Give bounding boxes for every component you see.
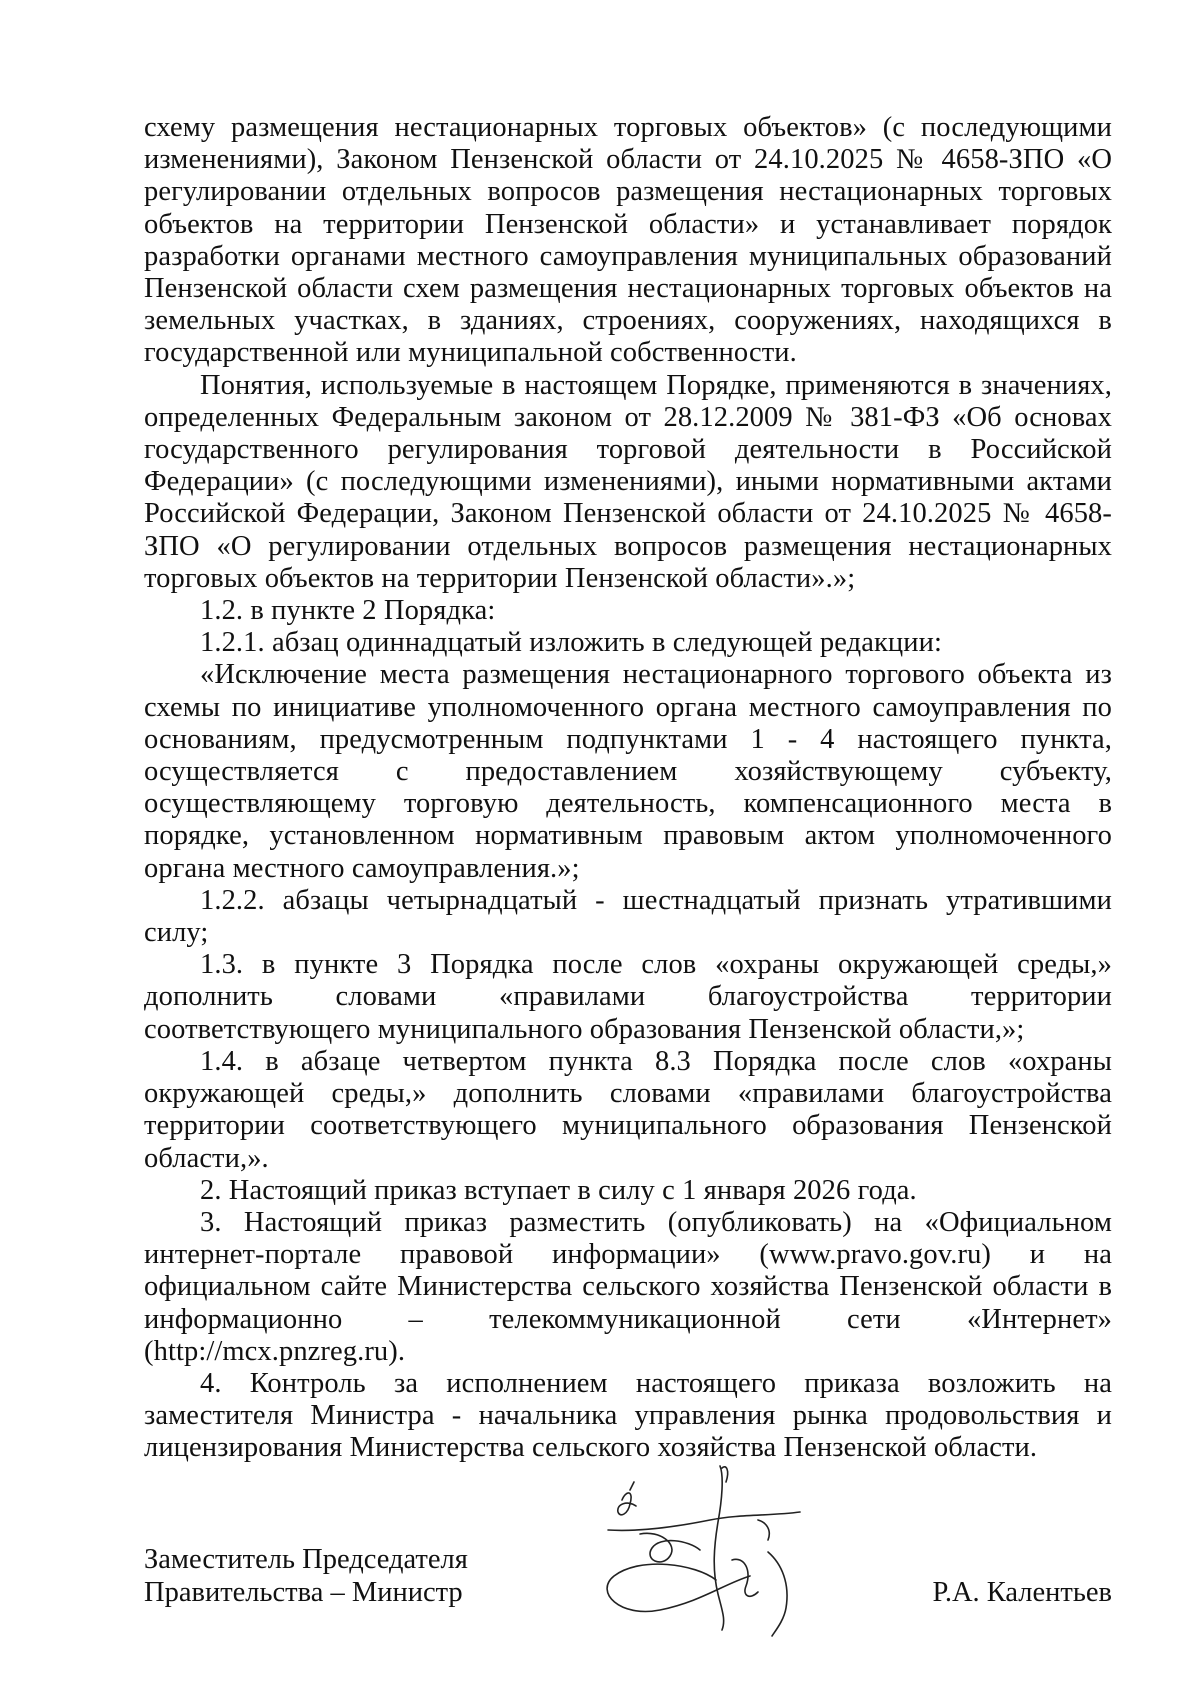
paragraph-11: 4. Контроль за исполнением настоящего приказа возложить на заместителя Министра - начальника управления рынка продовольствия и лицензирования Министерства сельского хозяйства Пензенской области. xyxy=(144,1367,1112,1464)
paragraph-1: схему размещения нестационарных торговых объектов» (с последующими изменениями), Законом Пензенской области от 24.10.2025 № 4658-ЗПО «О регулировании отдельных вопросов размещения нестационарных торговых объектов на территории Пензенской области» и устанавливает порядок разработки органами местного самоуправления муниципальных образований Пензенской области схем размещения нестационарных торговых объектов на земельных участках, в зданиях, строениях, сооружениях, находящихся в государственной или муниципальной собственности. xyxy=(144,112,1112,369)
paragraph-9: 2. Настоящий приказ вступает в силу с 1 января 2026 года. xyxy=(200,1174,917,1206)
paragraph-5: «Исключение места размещения нестационарного торгового объекта из схемы по инициативе уполномоченного органа местного самоуправления по основаниям, предусмотренным подпунктами 1 - 4 настоящего пункта, осуществляется с предоставлением хозяйствующему субъекту, осуществляющему торговую деятельность, компенсационного места в порядке, установленном нормативным правовым актом уполномоченного органа местного самоуправления.»; xyxy=(144,659,1112,884)
signatory-name: Р.А. Калентьев xyxy=(932,1577,1112,1608)
paragraph-8: 1.4. в абзаце четвертом пункта 8.3 Порядка после слов «охраны окружающей среды,» дополнить словами «правилами благоустройства территории соответствующего муниципального образования Пензенской области,». xyxy=(144,1045,1112,1174)
paragraph-10: 3. Настоящий приказ разместить (опубликовать) на «Официальном интернет-портале правовой информации» (www.pravo.gov.ru) и на официальном сайте Министерства сельского хозяйства Пензенской области в информационно – телекоммуникационной сети «Интернет» (http://mcx.pnzreg.ru). xyxy=(144,1206,1112,1367)
paragraph-6: 1.2.2. абзацы четырнадцатый - шестнадцатый признать утратившими силу; xyxy=(144,884,1112,949)
paragraph-7: 1.3. в пункте 3 Порядка после слов «охраны окружающей среды,» дополнить словами «правилами благоустройства территории соответствующего муниципального образования Пензенской области,»; xyxy=(144,949,1112,1045)
paragraph-2: Понятия, используемые в настоящем Порядке, применяются в значениях, определенных Федеральным законом от 28.12.2009 № 381-ФЗ «Об основах государственного регулирования торговой деятельности в Российской Федерации» (с последующими изменениями), иными нормативными актами Российской Федерации, Законом Пензенской области от 24.10.2025 № 4658-ЗПО «О регулировании отдельных вопросов размещения нестационарных торговых объектов на территории Пензенской области».»; xyxy=(144,369,1112,594)
signatory-title xyxy=(144,1544,564,1609)
signatory-title-line-1: Заместитель Председателя xyxy=(144,1544,468,1575)
handwritten-signature-icon xyxy=(600,1460,860,1650)
paragraph-4: 1.2.1. абзац одиннадцатый изложить в следующей редакции: xyxy=(200,627,942,659)
paragraph-3: 1.2. в пункте 2 Порядка: xyxy=(200,595,496,627)
signatory-title-line-2: Правительства – Министр xyxy=(144,1576,463,1608)
